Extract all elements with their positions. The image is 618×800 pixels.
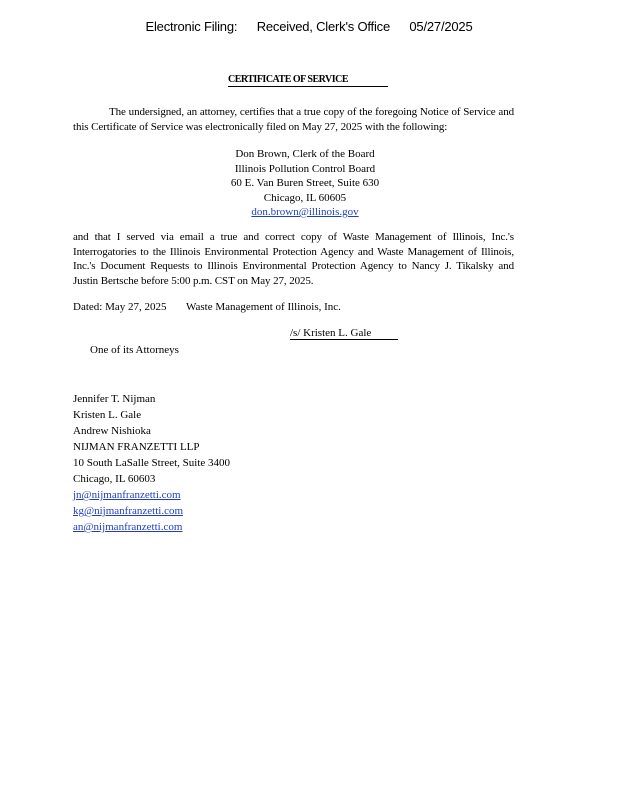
firm-city: Chicago, IL 60603 <box>73 473 156 485</box>
document-title: CERTIFICATE OF SERVICE <box>228 74 388 87</box>
counsel-block <box>73 391 230 535</box>
recipient-name: Don Brown, Clerk of the Board <box>235 148 375 160</box>
service-paragraph: and that I served via email a true and correct copy of Waste Management of Illinois, Inc.'s Interrogatories to the Illinois Environmental Protection Agency and Waste Management of Illinois, Inc.'s Document Requests to Illinois Environmental Protection Agency to Nancy J. Tikalsky and Justin Bertsche before 5:00 p.m. CST on May 27, 2025. <box>73 231 514 287</box>
filing-date: 05/27/2025 <box>409 19 473 34</box>
recipient-email-link[interactable]: don.brown@illinois.gov <box>251 206 359 218</box>
recipient-address <box>200 147 410 220</box>
counsel-email-link[interactable]: an@nijmanfranzetti.com <box>73 521 183 533</box>
attorney-role: One of its Attorneys <box>90 344 179 356</box>
firm-name: NIJMAN FRANZETTI LLP <box>73 441 200 453</box>
recipient-city: Chicago, IL 60605 <box>263 191 347 204</box>
recipient-agency: Illinois Pollution Control Board <box>234 162 376 175</box>
signature-line: /s/ Kristen L. Gale <box>290 327 398 340</box>
counsel-name: Jennifer T. Nijman <box>73 393 156 405</box>
certification-paragraph: The undersigned, an attorney, certifies that a true copy of the foregoing Notice of Service and this Certificate of Service was electronically filed on May 27, 2025 with the following: <box>73 106 514 133</box>
filing-header <box>0 19 618 34</box>
counsel-email-link[interactable]: kg@nijmanfranzetti.com <box>73 505 184 517</box>
recipient-street: 60 E. Van Buren Street, Suite 630 <box>230 177 380 189</box>
filing-label: Electronic Filing: <box>145 19 238 34</box>
dated-line: Dated: May 27, 2025 <box>73 301 167 313</box>
party-name: Waste Management of Illinois, Inc. <box>186 301 341 313</box>
firm-street: 10 South LaSalle Street, Suite 3400 <box>73 457 231 469</box>
counsel-name: Andrew Nishioka <box>73 425 151 437</box>
counsel-name: Kristen L. Gale <box>73 409 142 421</box>
received-label: Received, Clerk's Office <box>256 19 390 34</box>
counsel-email-link[interactable]: jn@nijmanfranzetti.com <box>73 489 181 501</box>
